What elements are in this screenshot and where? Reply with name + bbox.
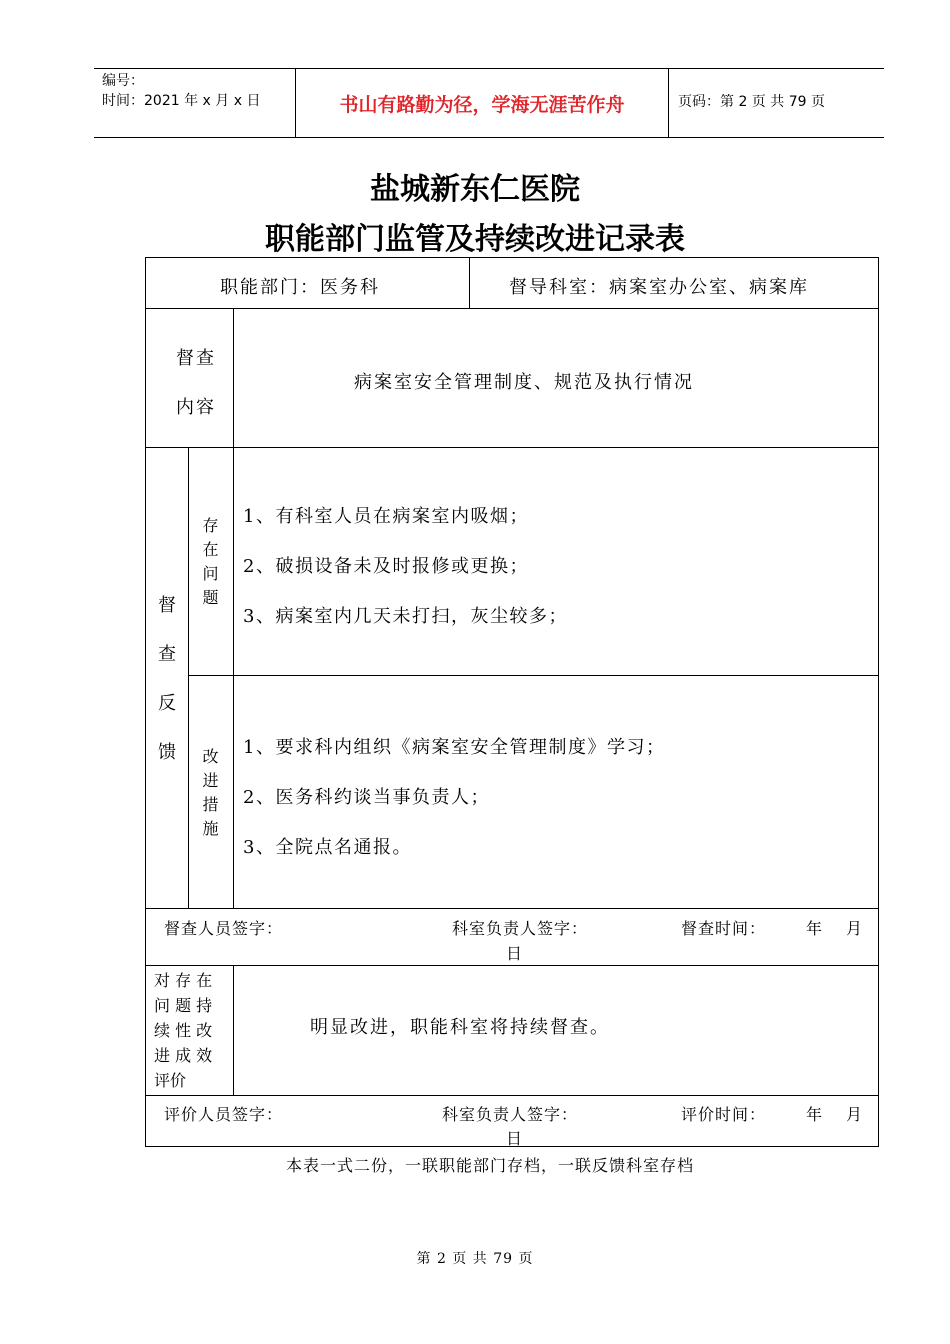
col-divider [233,965,234,1095]
month-label: 月 [846,1105,864,1124]
time-label: 时间：2021 年 x 月 x 日 [102,93,261,109]
row-divider [146,447,879,448]
measures-label: 改 进 措 施 [202,747,219,838]
inspector-signature-label: 督查人员签字： [164,919,284,938]
row-divider [146,965,879,966]
evaluator-signature-label: 评价人员签字： [164,1105,284,1124]
day-label: 日 [506,1129,524,1148]
supervised-dept-field: 督导科室：病案室办公室、病案库 [509,277,809,298]
row-divider [146,908,879,909]
problem-item: 1、有科室人员在病案室内吸烟； [243,506,529,527]
form-title: 职能部门监管及持续改进记录表 [265,222,685,257]
year-label: 年 [806,1105,824,1124]
row-divider [146,308,879,309]
problem-item: 3、病案室内几天未打扫，灰尘较多； [243,606,568,627]
measure-item: 2、医务科约谈当事负责人； [243,787,490,808]
dept-head-signature-label: 科室负责人签字： [452,919,589,938]
header-page-info: 页码：第 2 页 共 79 页 [678,94,825,110]
evaluation-value: 明显改进，职能科室将持续督查。 [310,1017,610,1038]
content-value: 病案室安全管理制度、规范及执行情况 [354,372,694,393]
header-meta [102,71,260,111]
feedback-label: 督 查 反 馈 [158,595,176,763]
hospital-title: 盐城新东仁医院 [370,172,580,207]
page-footer: 第 2 页 共 79 页 [416,1251,534,1267]
problem-item: 2、破损设备未及时报修或更换； [243,556,529,577]
month-label: 月 [846,919,864,938]
content-label: 内容 [176,397,216,418]
measure-item: 3、全院点名通报。 [243,837,412,858]
form-footnote: 本表一式二份，一联职能部门存档，一联反馈科室存档 [285,1156,694,1175]
row-divider [188,675,879,676]
motto-text: 书山有路勤为径，学海无涯苦作舟 [339,93,625,116]
day-label: 日 [506,944,524,963]
inspection-time-label: 督查时间： [681,919,767,938]
dept-head-signature-label: 科室负责人签字： [442,1105,579,1124]
document-header [94,68,884,138]
col-divider [233,308,234,908]
row-divider [146,1095,879,1096]
evaluation-label: 对 存 在 问 题 持 续 性 改 进 成 效 评价 [154,971,213,1090]
year-label: 年 [806,919,824,938]
col-divider [469,258,470,308]
dept-field: 职能部门：医务科 [220,277,380,298]
serial-label: 编号： [102,73,144,89]
measure-item: 1、要求科内组织《病案室安全管理制度》学习； [243,737,666,758]
problems-label: 存 在 问 题 [202,516,219,607]
evaluation-time-label: 评价时间： [681,1105,767,1124]
content-label: 督查 [176,348,216,369]
header-divider [668,69,669,137]
record-form [145,257,879,1147]
